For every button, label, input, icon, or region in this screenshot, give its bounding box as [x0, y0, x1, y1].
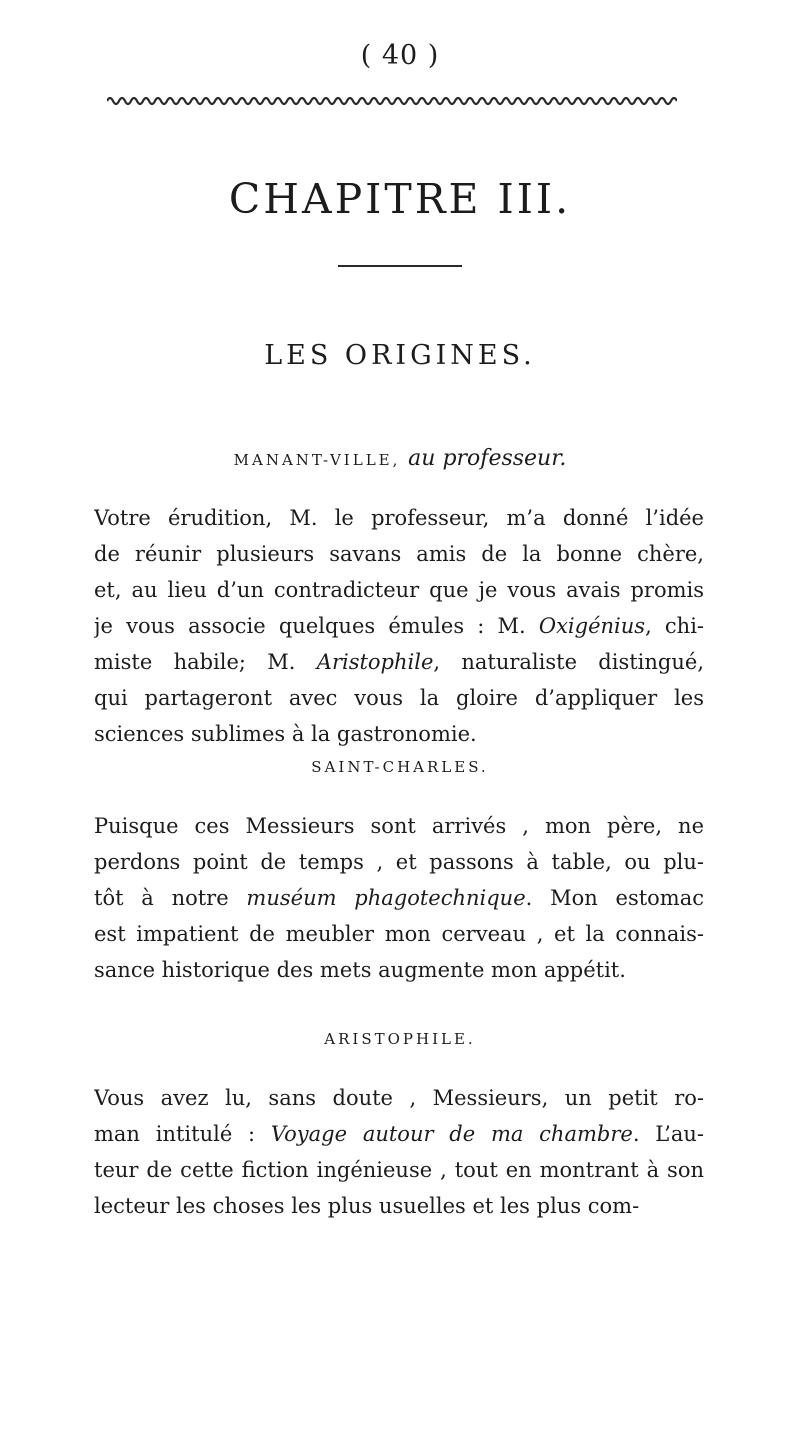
line-text: , naturaliste distingué, [433, 650, 704, 674]
line-text: , chi- [645, 614, 704, 638]
text-line [94, 844, 704, 880]
ornamental-wavy-rule [107, 93, 677, 109]
text-line [94, 808, 704, 844]
italic-text: muséum phagotechnique [246, 886, 526, 910]
line-text: je vous associe quelques émules : M. [94, 614, 539, 638]
line-text: tôt à notre [94, 886, 247, 910]
line-text: Puisque ces Messieurs sont arrivés , mon père, ne [94, 814, 704, 838]
speaker-heading-saint-charles [0, 758, 800, 776]
speaker-name: ARISTOPHILE. [324, 1030, 476, 1048]
text-line [94, 716, 704, 752]
text-line [94, 608, 704, 644]
line-text: . L’au- [632, 1122, 704, 1146]
line-text: miste habile; M. [94, 650, 317, 674]
text-line [94, 1116, 704, 1152]
text-line [94, 572, 704, 608]
speaker-addressee: au professeur. [408, 446, 567, 471]
text-line [94, 680, 704, 716]
text-line [94, 536, 704, 572]
text-line [94, 1152, 704, 1188]
speech-paragraph-saint-charles [94, 808, 704, 988]
line-text: Votre érudition, M. le professeur, m’a donné l’idée [94, 506, 704, 530]
line-text: man intitulé : [94, 1122, 271, 1146]
text-line [94, 644, 704, 680]
line-text: qui partageront avec vous la gloire d’appliquer les [94, 686, 704, 710]
speaker-name: SAINT-CHARLES. [311, 758, 489, 776]
line-text: Vous avez lu, sans doute , Messieurs, un petit ro- [94, 1086, 704, 1110]
text-line [94, 500, 704, 536]
line-text: de réunir plusieurs savans amis de la bonne chère, [94, 542, 704, 566]
chapter-title: CHAPITRE III. [228, 175, 572, 223]
text-line [94, 916, 704, 952]
line-text: et, au lieu d’un contradicteur que je vous avais promis [94, 578, 704, 602]
title-divider [338, 265, 462, 267]
italic-text: Aristophile [316, 650, 434, 674]
text-line [94, 1080, 704, 1116]
italic-text: Oxigénius [538, 614, 646, 638]
line-text: sciences sublimes à la gastronomie. [94, 722, 477, 746]
line-text: teur de cette fiction ingénieuse , tout en montrant à son [94, 1158, 704, 1182]
italic-text: Voyage autour de ma chambre [270, 1122, 633, 1146]
text-line [94, 880, 704, 916]
speaker-name: MANANT-VILLE, [233, 451, 401, 469]
page-number: ( 40 ) [360, 40, 440, 71]
line-text: sance historique des mets augmente mon appétit. [94, 958, 626, 982]
speech-paragraph-aristophile [94, 1080, 704, 1224]
line-text: est impatient de meubler mon cerveau , et la connais- [94, 922, 704, 946]
speaker-heading-manant-ville [0, 446, 800, 471]
speaker-heading-aristophile [0, 1030, 800, 1048]
text-line [94, 952, 704, 988]
section-title: LES ORIGINES. [264, 340, 536, 371]
line-text: lecteur les choses les plus usuelles et les plus com- [94, 1194, 640, 1218]
text-line [94, 1188, 704, 1224]
speech-paragraph-manant-ville [94, 500, 704, 752]
line-text: . Mon estomac [525, 886, 704, 910]
line-text: perdons point de temps , et passons à table, ou plu- [94, 850, 704, 874]
